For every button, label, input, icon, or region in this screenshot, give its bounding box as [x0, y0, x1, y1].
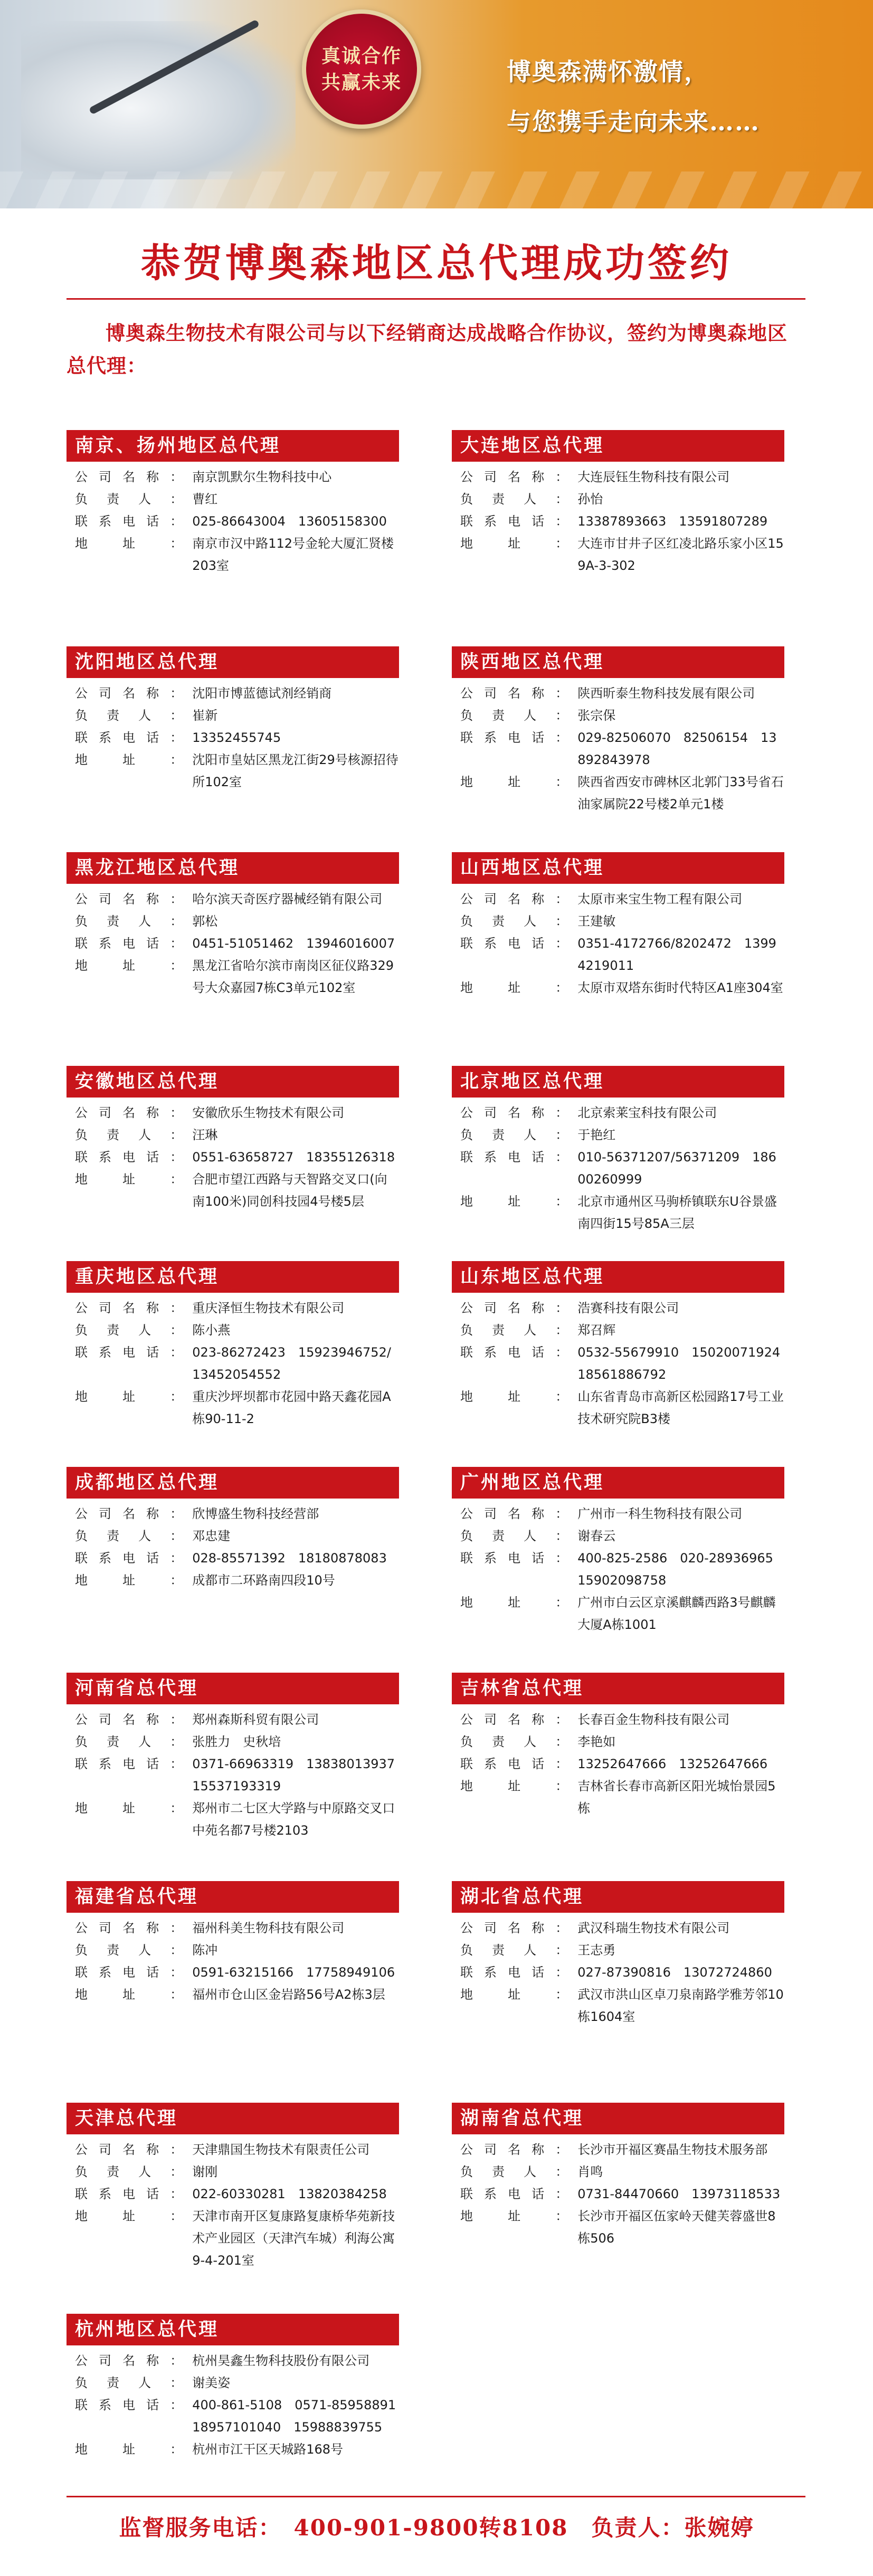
agent-card — [67, 2103, 399, 2272]
agent-card — [452, 1261, 793, 1430]
contact-phone-label: 联系电话： — [460, 2187, 568, 2201]
address-label: 地址： — [75, 752, 183, 767]
contact-person-label: 负责人： — [75, 492, 183, 507]
address-value: 杭州市江干区天城路168号 — [192, 2442, 344, 2457]
company-name-value: 哈尔滨天奇医疗器械经销有限公司 — [192, 892, 383, 907]
address-row — [460, 2205, 784, 2249]
company-name-label: 公司名称： — [460, 1301, 568, 1315]
agent-details — [460, 1102, 784, 1235]
address-label: 地址： — [460, 1194, 568, 1209]
agent-region-heading: 成都地区总代理 — [67, 1467, 399, 1499]
contact-phone-label: 联系电话： — [460, 1757, 568, 1771]
contact-phone-label: 联系电话： — [75, 1345, 183, 1360]
contact-person-value: 王志勇 — [577, 1943, 616, 1958]
address-label: 地址： — [460, 1987, 568, 2002]
company-name-row — [460, 466, 784, 488]
agent-region-heading: 黑龙江地区总代理 — [67, 852, 399, 884]
agent-card — [452, 1066, 784, 1235]
agent-details — [460, 1917, 784, 2028]
contact-person-row — [460, 1525, 784, 1547]
agent-region-heading: 湖南省总代理 — [452, 2103, 784, 2134]
address-row — [460, 1591, 784, 1636]
contact-person-label: 负责人： — [75, 914, 183, 929]
contact-phone-label: 联系电话： — [75, 1757, 183, 1771]
agent-region-heading: 湖北省总代理 — [452, 1881, 784, 1913]
contact-person-label: 负责人： — [75, 1128, 183, 1142]
address-value: 黑龙江省哈尔滨市南岗区征仪路329号大众嘉园7栋C3单元102室 — [192, 958, 394, 995]
contact-phone-label: 联系电话： — [75, 936, 183, 951]
contact-person-value: 张宗保 — [577, 708, 616, 723]
company-name-row — [460, 1709, 784, 1731]
address-label: 地址： — [460, 1389, 568, 1404]
page-title: 恭贺博奥森地区总代理成功签约 — [141, 241, 732, 286]
banner-decoration — [0, 171, 873, 208]
contact-person-row — [75, 2372, 399, 2394]
contact-phone-label: 联系电话： — [460, 1551, 568, 1566]
contact-person-label: 负责人： — [75, 2164, 183, 2179]
address-value: 太原市双塔东街时代特区A1座304室 — [577, 980, 783, 995]
agent-details — [460, 2139, 784, 2249]
contact-phone-row — [460, 510, 784, 532]
company-name-label: 公司名称： — [460, 1105, 568, 1120]
contact-phone-value: 0551-63658727 18355126318 — [192, 1150, 395, 1165]
contact-phone-value: 0451-51051462 13946016007 — [192, 936, 395, 951]
contact-phone-value: 0532-55679910 15020071924 18561886792 — [577, 1345, 793, 1382]
agent-card — [452, 1881, 784, 2028]
address-label: 地址： — [75, 1987, 183, 2002]
company-name-label: 公司名称： — [460, 2142, 568, 2157]
address-value: 武汉市洪山区卓刀泉南路学雅芳邻10栋1604室 — [577, 1987, 784, 2024]
address-label: 地址： — [75, 536, 183, 551]
company-name-value: 广州市一科生物科技有限公司 — [577, 1506, 743, 1521]
company-name-label: 公司名称： — [75, 1105, 183, 1120]
slogan-line1: 博奥森满怀激情， — [507, 58, 709, 86]
company-name-value: 太原市来宝生物工程有限公司 — [577, 892, 743, 907]
contact-person-row — [75, 1939, 399, 1961]
address-label: 地址： — [75, 1573, 183, 1588]
contact-phone-row — [460, 1547, 784, 1591]
company-name-row — [75, 2350, 399, 2372]
company-name-row — [75, 1503, 399, 1525]
contact-person-row — [75, 1124, 399, 1146]
contact-person-row — [460, 1731, 784, 1753]
agent-card — [452, 2103, 784, 2249]
company-name-value: 福州科美生物科技有限公司 — [192, 1921, 345, 1935]
header-banner — [0, 0, 873, 208]
company-name-row — [75, 682, 399, 704]
agent-region-heading: 安徽地区总代理 — [67, 1066, 399, 1098]
contact-person-row — [460, 1319, 784, 1341]
contact-person-value: 肖鸣 — [577, 2164, 603, 2179]
contact-person-label: 负责人： — [75, 1323, 183, 1338]
contact-person-row — [460, 2161, 784, 2183]
contact-phone-row — [460, 1753, 784, 1775]
address-row — [460, 1386, 784, 1430]
contact-person-label: 负责人： — [75, 1943, 183, 1958]
agent-region-heading: 沈阳地区总代理 — [67, 646, 399, 678]
company-name-row — [75, 888, 399, 910]
company-name-label: 公司名称： — [460, 1712, 568, 1727]
contact-phone-value: 400-861-5108 0571-85958891 18957101040 15988839755 — [192, 2398, 409, 2435]
company-name-label: 公司名称： — [75, 1506, 183, 1521]
address-label: 地址： — [75, 1389, 183, 1404]
company-name-label: 公司名称： — [75, 686, 183, 701]
agent-region-heading: 河南省总代理 — [67, 1673, 399, 1704]
agent-details — [75, 1917, 399, 2006]
contact-phone-value: 028-85571392 18180878083 — [192, 1551, 387, 1566]
agent-details — [460, 682, 784, 815]
company-name-value: 武汉科瑞生物技术有限公司 — [577, 1921, 730, 1935]
company-name-label: 公司名称： — [75, 892, 183, 907]
contact-person-row — [75, 704, 399, 727]
address-row — [460, 771, 784, 815]
contact-person-value: 邓忠建 — [192, 1529, 231, 1543]
address-label: 地址： — [460, 775, 568, 789]
company-name-row — [75, 466, 399, 488]
address-row — [75, 1569, 399, 1591]
agent-card — [67, 430, 399, 577]
company-name-row — [460, 682, 784, 704]
contact-phone-row — [75, 1146, 399, 1168]
contact-person-value: 陈冲 — [192, 1943, 218, 1958]
slogan-line2: 与您携手走向未来…… — [507, 108, 760, 136]
company-name-label: 公司名称： — [75, 470, 183, 484]
agent-details — [460, 1297, 793, 1430]
seal-emblem — [302, 9, 421, 129]
contact-person-label: 负责人： — [75, 1734, 183, 1749]
agent-card — [452, 646, 784, 815]
company-name-value: 天津鼎国生物技术有限责任公司 — [192, 2142, 370, 2157]
contact-person-value: 谢春云 — [577, 1529, 616, 1543]
agent-details — [75, 682, 399, 793]
agent-details — [75, 466, 399, 577]
address-label: 地址： — [75, 2442, 183, 2457]
company-name-value: 浩赛科技有限公司 — [577, 1301, 679, 1315]
company-name-label: 公司名称： — [460, 1921, 568, 1935]
contact-person-value: 谢刚 — [192, 2164, 218, 2179]
contact-person-row — [75, 1731, 399, 1753]
agent-details — [75, 2139, 399, 2272]
address-value: 大连市甘井子区红凌北路乐家小区159A-3-302 — [577, 536, 784, 573]
agent-region-heading: 广州地区总代理 — [452, 1467, 784, 1499]
agent-details — [75, 1503, 399, 1591]
company-name-value: 北京索莱宝科技有限公司 — [577, 1105, 717, 1120]
contact-phone-value: 0591-63215166 17758949106 — [192, 1965, 395, 1980]
contact-phone-row — [75, 727, 399, 749]
address-label: 地址： — [75, 2209, 183, 2224]
address-label: 地址： — [75, 958, 183, 973]
address-label: 地址： — [75, 1801, 183, 1816]
agent-card — [452, 430, 784, 577]
contact-person-value: 陈小燕 — [192, 1323, 231, 1338]
company-name-label: 公司名称： — [75, 2353, 183, 2368]
contact-person-row — [75, 488, 399, 510]
agent-region-heading: 福建省总代理 — [67, 1881, 399, 1913]
contact-person-label: 负责人： — [460, 1323, 568, 1338]
company-name-label: 公司名称： — [460, 1506, 568, 1521]
contact-person-row — [75, 2161, 399, 2183]
address-row — [460, 1775, 784, 1819]
contact-phone-row — [75, 2183, 399, 2205]
contact-phone-row — [75, 510, 399, 532]
agent-details — [460, 466, 784, 577]
agent-card — [67, 852, 399, 999]
contact-phone-value: 13252647666 13252647666 — [577, 1757, 768, 1771]
contact-person-value: 曹红 — [192, 492, 218, 507]
contact-phone-value: 010-56371207/56371209 18600260999 — [577, 1150, 776, 1187]
address-row — [75, 1386, 399, 1430]
address-row — [75, 1797, 399, 1842]
agent-card — [67, 1881, 399, 2006]
company-name-label: 公司名称： — [460, 470, 568, 484]
contact-phone-value: 027-87390816 13072724860 — [577, 1965, 772, 1980]
address-row — [460, 1983, 784, 2028]
contact-phone-row — [460, 932, 784, 977]
contact-person-value: 孙怡 — [577, 492, 603, 507]
address-value: 郑州市二七区大学路与中原路交叉口中苑名都7号楼2103 — [192, 1801, 395, 1838]
company-name-row — [75, 1917, 399, 1939]
contact-person-label: 负责人： — [460, 2164, 568, 2179]
address-value: 山东省青岛市高新区松园路17号工业技术研究院B3楼 — [577, 1389, 784, 1426]
company-name-value: 安徽欣乐生物技术有限公司 — [192, 1105, 345, 1120]
agent-card — [67, 1467, 399, 1591]
contact-person-label: 负责人： — [460, 492, 568, 507]
agent-region-heading: 山西地区总代理 — [452, 852, 784, 884]
contact-phone-row — [460, 2183, 784, 2205]
agent-card — [67, 1261, 399, 1430]
address-row — [75, 2205, 399, 2272]
company-name-row — [75, 1102, 399, 1124]
contact-person-value: 于艳红 — [577, 1128, 616, 1142]
contact-phone-value: 0731-84470660 13973118533 — [577, 2187, 781, 2201]
contact-person-value: 王建敏 — [577, 914, 616, 929]
company-name-label: 公司名称： — [75, 1921, 183, 1935]
contact-person-value: 崔新 — [192, 708, 218, 723]
address-row — [75, 2438, 399, 2460]
contact-phone-label: 联系电话： — [460, 1150, 568, 1165]
address-row — [460, 532, 784, 577]
contact-phone-label: 联系电话： — [75, 2398, 183, 2412]
address-row — [460, 1190, 784, 1235]
contact-phone-label: 联系电话： — [75, 514, 183, 529]
contact-phone-label: 联系电话： — [460, 936, 568, 951]
company-name-value: 沈阳市博蓝德试剂经销商 — [192, 686, 332, 701]
contact-person-label: 负责人： — [75, 1529, 183, 1543]
contact-person-row — [460, 488, 784, 510]
agent-card — [452, 852, 784, 999]
address-label: 地址： — [460, 536, 568, 551]
address-value: 吉林省长春市高新区阳光城怡景园5栋 — [577, 1779, 776, 1816]
contact-phone-value: 025-86643004 13605158300 — [192, 514, 387, 529]
company-name-value: 长沙市开福区赛晶生物技术服务部 — [577, 2142, 768, 2157]
agent-region-heading: 陕西地区总代理 — [452, 646, 784, 678]
contact-person-row — [75, 1319, 399, 1341]
company-name-row — [75, 1709, 399, 1731]
contact-person-value: 谢美姿 — [192, 2375, 231, 2390]
company-name-value: 大连辰钰生物科技有限公司 — [577, 470, 730, 484]
company-name-label: 公司名称： — [75, 2142, 183, 2157]
contact-phone-label: 联系电话： — [75, 1551, 183, 1566]
agent-region-heading: 天津总代理 — [67, 2103, 399, 2134]
address-value: 合肥市望江西路与天智路交叉口(向南100米)同创科技园4号楼5层 — [192, 1172, 387, 1209]
contact-person-label: 负责人： — [75, 708, 183, 723]
agent-details — [75, 888, 399, 999]
agent-details — [75, 1102, 399, 1213]
address-row — [75, 532, 399, 577]
contact-person-label: 负责人： — [460, 1529, 568, 1543]
company-name-label: 公司名称： — [75, 1301, 183, 1315]
contact-person-row — [460, 1939, 784, 1961]
company-name-row — [460, 2139, 784, 2161]
contact-phone-value: 0351-4172766/8202472 13994219011 — [577, 936, 776, 973]
contact-phone-value: 13387893663 13591807289 — [577, 514, 768, 529]
contact-person-label: 负责人： — [460, 1128, 568, 1142]
contact-person-value: 郑召辉 — [577, 1323, 616, 1338]
agent-region-heading: 北京地区总代理 — [452, 1066, 784, 1098]
company-name-value: 南京凯默尔生物科技中心 — [192, 470, 332, 484]
contact-person-row — [460, 1124, 784, 1146]
agent-card — [67, 1673, 408, 1842]
contact-phone-row — [75, 1961, 399, 1983]
address-value: 福州市仓山区金岩路56号A2栋3层 — [192, 1987, 385, 2002]
seal-text-line1: 真诚合作 — [321, 45, 402, 67]
contact-phone-label: 联系电话： — [460, 1345, 568, 1360]
company-name-row — [75, 1297, 399, 1319]
address-value: 北京市通州区马驹桥镇联东U谷景盛南四街15号85A三层 — [577, 1194, 777, 1231]
contact-person-row — [460, 910, 784, 932]
contact-person-row — [460, 704, 784, 727]
agent-card — [452, 1673, 784, 1819]
agent-region-heading: 山东地区总代理 — [452, 1261, 784, 1293]
company-name-value: 欣博盛生物科技经营部 — [192, 1506, 319, 1521]
contact-person-value: 汪琳 — [192, 1128, 218, 1142]
contact-person-row — [75, 1525, 399, 1547]
handshake-photo — [21, 21, 296, 179]
address-label: 地址： — [460, 1779, 568, 1793]
contact-phone-label: 联系电话： — [75, 2187, 183, 2201]
agent-region-heading: 重庆地区总代理 — [67, 1261, 399, 1293]
contact-phone-row — [75, 2394, 399, 2438]
seal-text-line2: 共赢未来 — [321, 71, 402, 93]
address-row — [75, 1168, 399, 1213]
contact-phone-value: 023-86272423 15923946752/13452054552 — [192, 1345, 391, 1382]
agent-card — [452, 1467, 784, 1636]
company-name-row — [460, 1102, 784, 1124]
address-row — [75, 1983, 399, 2006]
contact-phone-label: 联系电话： — [460, 514, 568, 529]
title-divider — [67, 298, 805, 300]
agent-details — [460, 1709, 784, 1819]
address-value: 广州市白云区京溪麒麟西路3号麒麟大厦A栋1001 — [577, 1595, 776, 1632]
contact-phone-value: 0371-66963319 13838013937 15537193319 — [192, 1757, 408, 1793]
contact-phone-value: 029-82506070 82506154 13892843978 — [577, 730, 777, 767]
contact-person-value: 郭松 — [192, 914, 218, 929]
intro-paragraph: 博奥森生物技术有限公司与以下经销商达成战略合作协议，签约为博奥森地区总代理： — [67, 321, 787, 377]
address-row — [75, 955, 399, 999]
contact-person-label: 负责人： — [460, 914, 568, 929]
company-name-row — [460, 1917, 784, 1939]
contact-person-value: 张胜力 史秋培 — [192, 1734, 281, 1749]
address-value: 长沙市开福区伍家岭天健芙蓉盛世8栋506 — [577, 2209, 776, 2246]
address-label: 地址： — [75, 1172, 183, 1187]
company-name-label: 公司名称： — [75, 1712, 183, 1727]
company-name-label: 公司名称： — [460, 686, 568, 701]
company-name-value: 郑州森斯科贸有限公司 — [192, 1712, 319, 1727]
contact-person-label: 负责人： — [460, 1943, 568, 1958]
company-name-label: 公司名称： — [460, 892, 568, 907]
company-name-row — [460, 888, 784, 910]
address-value: 南京市汉中路112号金轮大厦汇贤楼203室 — [192, 536, 394, 573]
address-value: 沈阳市皇姑区黑龙江街29号核源招待所102室 — [192, 752, 398, 789]
contact-phone-row — [75, 1547, 399, 1569]
company-name-value: 重庆泽恒生物技术有限公司 — [192, 1301, 345, 1315]
contact-phone-row — [75, 932, 399, 955]
contact-phone-value: 13352455745 — [192, 730, 281, 745]
agent-card — [67, 2314, 409, 2460]
agent-region-heading: 杭州地区总代理 — [67, 2314, 399, 2345]
address-label: 地址： — [460, 1595, 568, 1610]
contact-phone-row — [75, 1753, 399, 1797]
contact-person-label: 负责人： — [460, 708, 568, 723]
contact-phone-label: 联系电话： — [460, 730, 568, 745]
address-value: 天津市南开区复康路复康桥华苑新技术产业园区（天津汽车城）利海公寓9-4-201室 — [192, 2209, 395, 2268]
address-value: 重庆沙坪坝都市花园中路天鑫花园A栋90-11-2 — [192, 1389, 391, 1426]
agent-details — [75, 2350, 409, 2460]
contact-phone-label: 联系电话： — [460, 1965, 568, 1980]
contact-phone-label: 联系电话： — [75, 1965, 183, 1980]
contact-phone-row — [460, 1146, 784, 1190]
agent-details — [460, 1503, 784, 1636]
contact-phone-row — [460, 1341, 784, 1386]
address-row — [75, 749, 399, 793]
company-name-value: 杭州昊鑫生物科技股份有限公司 — [192, 2353, 370, 2368]
agent-details — [460, 888, 784, 999]
agent-card — [67, 1066, 399, 1213]
agent-card — [67, 646, 399, 793]
supervision-hotline: 监督服务电话： 400-901-9800转8108 负责人：张婉婷 — [119, 2515, 754, 2541]
contact-phone-label: 联系电话： — [75, 1150, 183, 1165]
address-label: 地址： — [460, 980, 568, 995]
contact-person-row — [75, 910, 399, 932]
company-name-row — [75, 2139, 399, 2161]
contact-person-label: 负责人： — [75, 2375, 183, 2390]
contact-person-value: 李艳如 — [577, 1734, 616, 1749]
address-value: 成都市二环路南四段10号 — [192, 1573, 335, 1588]
company-name-value: 陕西昕泰生物科技发展有限公司 — [577, 686, 755, 701]
agent-details — [75, 1709, 408, 1842]
contact-phone-row — [460, 1961, 784, 1983]
contact-person-label: 负责人： — [460, 1734, 568, 1749]
address-row — [460, 977, 784, 999]
agent-region-heading: 大连地区总代理 — [452, 430, 784, 462]
company-name-row — [460, 1297, 784, 1319]
contact-phone-value: 022-60330281 13820384258 — [192, 2187, 387, 2201]
company-name-row — [460, 1503, 784, 1525]
contact-phone-value: 400-825-2586 020-28936965 15902098758 — [577, 1551, 786, 1588]
address-value: 陕西省西安市碑林区北郭门33号省石油家属院22号楼2单元1楼 — [577, 775, 784, 812]
agent-details — [75, 1297, 399, 1430]
agent-region-heading: 南京、扬州地区总代理 — [67, 430, 399, 462]
footer-divider — [67, 2496, 805, 2497]
contact-phone-row — [75, 1341, 399, 1386]
company-name-value: 长春百金生物科技有限公司 — [577, 1712, 730, 1727]
agent-region-heading: 吉林省总代理 — [452, 1673, 784, 1704]
contact-phone-row — [460, 727, 784, 771]
contact-phone-label: 联系电话： — [75, 730, 183, 745]
address-label: 地址： — [460, 2209, 568, 2224]
